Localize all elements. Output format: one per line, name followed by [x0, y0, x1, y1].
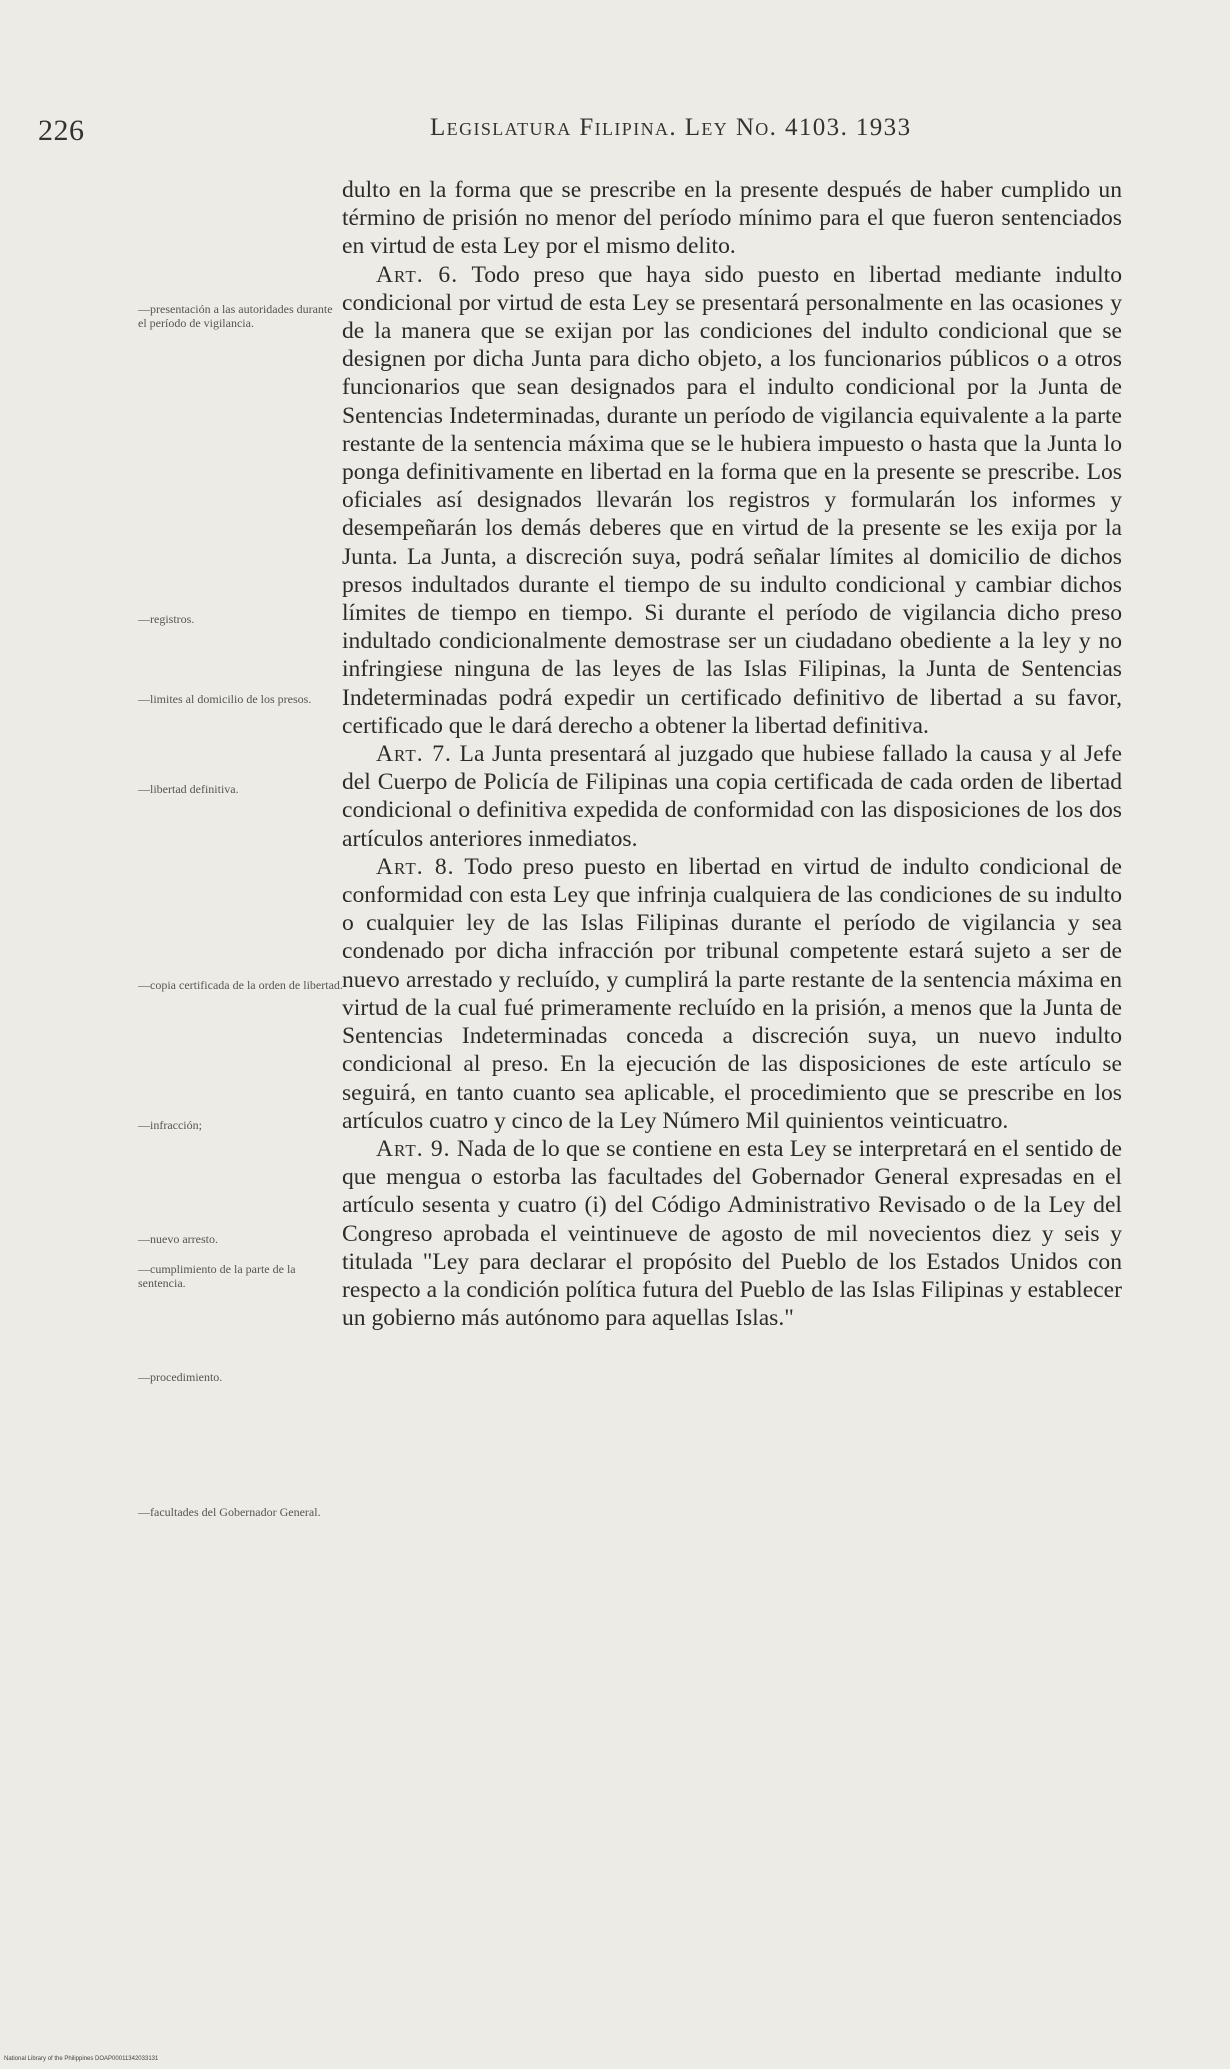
paragraph-article-9: [342, 1135, 1122, 1332]
paragraph-text: dulto en la forma que se prescribe en la presente después de haber cumplido un término de prisión no menor del período mínimo para el que fueron sentenciados en virtud de esta Ley por el mismo delito.: [342, 177, 1122, 260]
paragraph-article-7: [342, 740, 1122, 853]
margin-note-procedimiento: —procedimiento.: [138, 1370, 223, 1384]
scan-footer: National Library of the Philippines DOAP00011342033131: [4, 2056, 159, 2062]
article-label: Art. 9.: [376, 1135, 451, 1162]
margin-note-libertad-definitiva: —libertad definitiva.: [138, 782, 239, 796]
margin-note-presentacion: —presentación a las autoridades durante el período de vigilancia.: [138, 302, 333, 330]
margin-note-infraccion: —infracción;: [138, 1118, 202, 1132]
margin-note-facultades: —facultades del Gobernador General.: [138, 1505, 321, 1519]
paragraph-text: Nada de lo que se contiene en esta Ley se interpretará en el sentido de que mengua o estorba las facultades del Gobernador General expresadas en el artículo sesenta y cuatro (i) del Código Administrativo Revisado o de la Ley del Congreso aprobada el veintinueve de agosto de mil novecientos diez y seis y titulada "Ley para declarar el propósito del Pueblo de los Estados Unidos con respecto a la condición política futura del Pueblo de las Islas Filipinas y establecer un gobierno más autónomo para aquellas Islas.": [342, 1135, 1122, 1332]
paragraph-article-6: [342, 261, 1122, 740]
margin-note-registros: —registros.: [138, 612, 195, 626]
paragraph-article-8: [342, 853, 1122, 1135]
page-number: 226: [38, 114, 85, 147]
body-text: [342, 176, 1122, 1332]
margin-note-cumplimiento: —cumplimiento de la parte de la sentencia.: [138, 1262, 296, 1290]
article-label: Art. 7.: [376, 741, 452, 768]
paragraph-continuation: [342, 176, 1122, 261]
margin-note-nuevo-arresto: —nuevo arresto.: [138, 1232, 218, 1246]
margin-note-copia-certificada: —copia certificada de la orden de libertad.: [138, 978, 343, 992]
margin-note-limites: —limites al domicilio de los presos.: [138, 692, 312, 706]
article-label: Art. 6.: [376, 261, 459, 288]
running-head: Legislatura Filipina. Ley No. 4103. 1933: [430, 114, 912, 141]
article-label: Art. 8.: [376, 853, 455, 880]
paragraph-text: La Junta presentará al juzgado que hubiese fallado la causa y al Jefe del Cuerpo de Policía de Filipinas una copia certificada de cada orden de libertad condicional o definitiva expedida de conformidad con las disposiciones de los dos artículos anteriores inmediatos.: [342, 741, 1123, 852]
paragraph-text: Todo preso que haya sido puesto en libertad mediante indulto condicional por virtud de esta Ley se presentará personalmente en las ocasiones y de la manera que se exijan por las condiciones del indulto condicional que se designen por dicha Junta para dicho objeto, a los funcionarios públicos o a otros funcionarios que sean designados para el indulto condicional por la Junta de Sentencias Indeterminadas, durante un período de vigilancia equivalente a la parte restante de la sentencia máxima que se le hubiera impuesto o hasta que la Junta lo ponga definitivamente en libertad en la forma que en la presente se prescribe. Los oficiales así designados llevarán los registros y formularán los informes y desempeñarán los demás deberes que en virtud de la presente se les exija por la Junta. La Junta, a discreción suya, podrá señalar límites al domicilio de dichos presos indultados durante el tiempo de su indulto condicional y cambiar dichos límites de tiempo en tiempo. Si durante el período de vigilancia dicho preso indultado condicionalmente demostrase ser un ciudadano obediente a la ley y no infringiese ninguna de las leyes de las Islas Filipinas, la Junta de Sentencias Indeterminadas podrá expedir un certificado definitivo de libertad a su favor, certificado que le dará derecho a obtener la libertad definitiva.: [342, 261, 1122, 739]
paragraph-text: Todo preso puesto en libertad en virtud de indulto condicional de conformidad con esta Ley que infrinja cualquiera de las condiciones de su indulto o cualquier ley de las Islas Filipinas durante el período de vigilancia y sea condenado por dicha infracción por tribunal competente estará sujeto a ser de nuevo arrestado y recluído, y cumplirá la parte restante de la sentencia máxima en virtud de la cual fué primeramente recluído en la prisión, a menos que la Junta de Sentencias Indeterminadas conceda a discreción suya, un nuevo indulto condicional al preso. En la ejecución de las disposiciones de este artículo se seguirá, en tanto cuanto sea aplicable, el procedimiento que se prescribe en los artículos cuatro y cinco de la Ley Número Mil quinientos veinticuatro.: [342, 853, 1123, 1134]
